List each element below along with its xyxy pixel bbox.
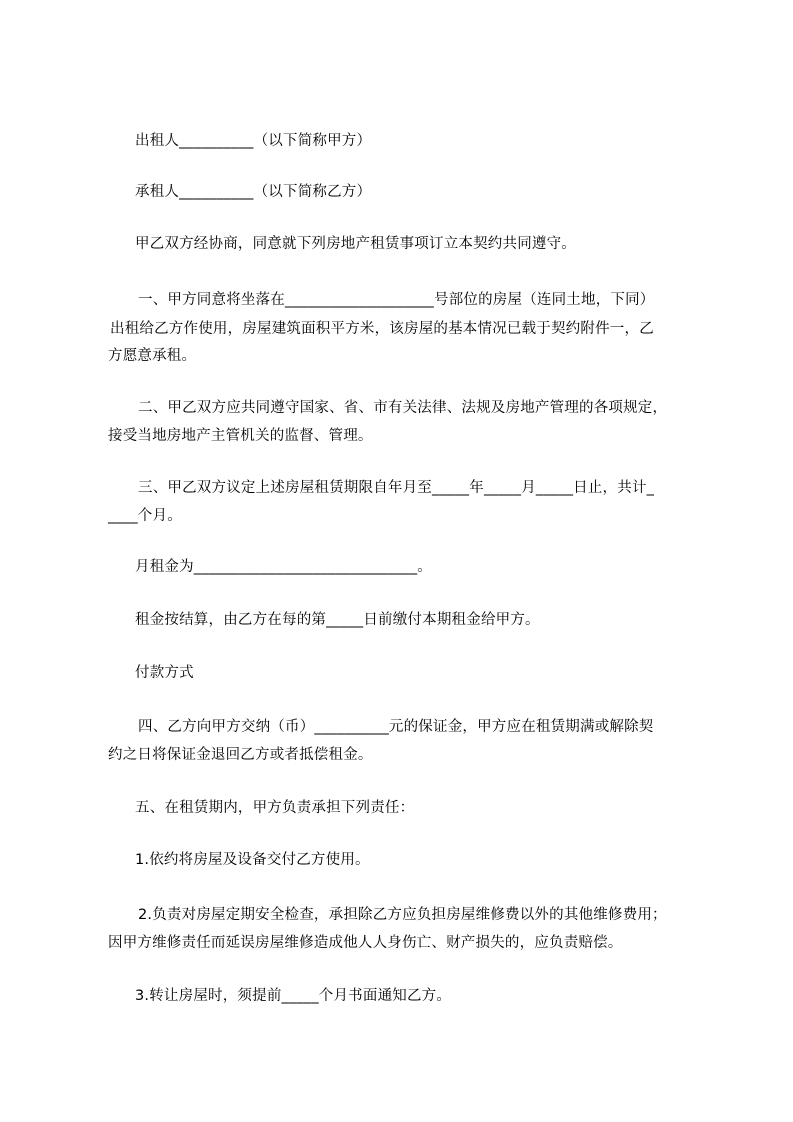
clause-5-heading: 五、在租赁期内，甲方负责承担下列责任： xyxy=(135,800,415,816)
lessee-line: 承租人__________（以下简称乙方） xyxy=(135,184,372,200)
item-2-line-2: 因甲方维修责任而延误房屋维修造成他人人身伤亡、财产损失的，应负责赔偿。 xyxy=(108,935,623,951)
clause-2-line-1: 二、甲乙双方应共同遵守国家、省、市有关法律、法规及房地产管理的各项规定， xyxy=(138,400,668,416)
clause-1-line-3: 方愿意承租。 xyxy=(108,348,197,364)
clause-3-line-2: ____个月。 xyxy=(108,508,182,524)
item-2-line-1: 2.负责对房屋定期安全检查，承担除乙方应负担房屋维修费以外的其他维修费用； xyxy=(138,907,667,923)
item-1-line: 1.依约将房屋及设备交付乙方使用。 xyxy=(135,852,370,868)
payment-method-heading: 付款方式 xyxy=(135,665,194,681)
intro-paragraph: 甲乙双方经协商，同意就下列房地产租赁事项订立本契约共同遵守。 xyxy=(135,236,576,252)
item-3-line: 3.转让房屋时，须提前_____个月书面通知乙方。 xyxy=(135,988,452,1004)
rent-payment-line: 租金按结算，由乙方在每的第_____日前缴付本期租金给甲方。 xyxy=(135,612,540,628)
clause-2-line-2: 接受当地房地产主管机关的监督、管理。 xyxy=(108,428,373,444)
clause-4-line-1: 四、乙方向甲方交纳（币）__________元的保证金，甲方应在租赁期满或解除契 xyxy=(138,719,654,735)
monthly-rent-line: 月租金为______________________________。 xyxy=(135,559,432,575)
lessor-line: 出租人__________（以下简称甲方） xyxy=(135,133,372,149)
clause-1-line-2: 出租给乙方作使用，房屋建筑面积平方米，该房屋的基本情况已载于契约附件一，乙 xyxy=(110,321,654,337)
clause-3-line-1: 三、甲乙双方议定上述房屋租赁期限自年月至_____年_____月_____日止，共计_ xyxy=(138,480,655,496)
clause-1-line-1: 一、甲方同意将坐落在____________________号部位的房屋（连同土地，下同） xyxy=(138,292,655,308)
clause-4-line-2: 约之日将保证金退回乙方或者抵偿租金。 xyxy=(108,747,373,763)
